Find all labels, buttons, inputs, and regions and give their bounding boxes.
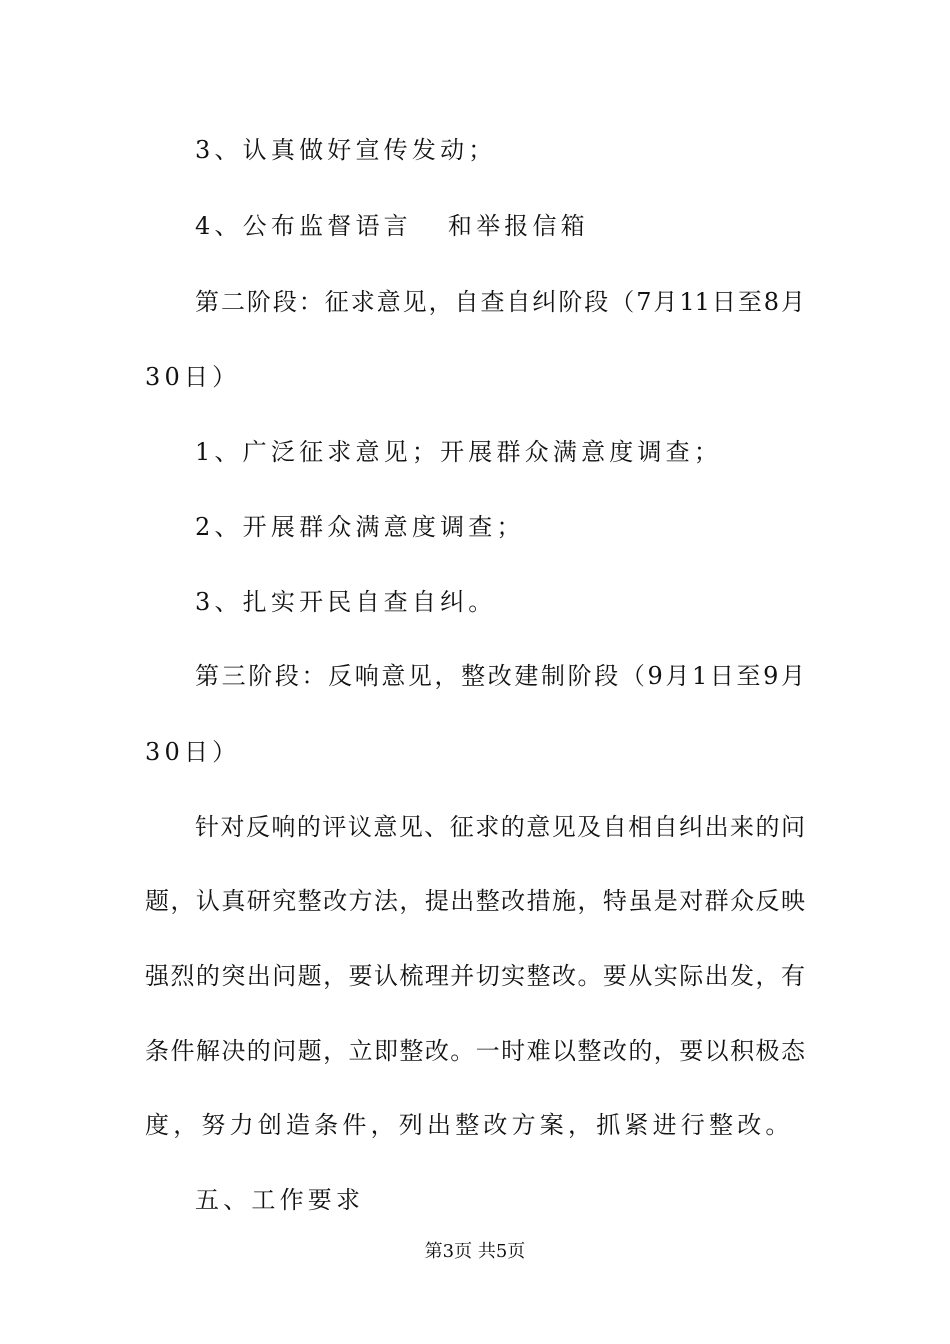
body-line-12: 强烈的突出问题，要认梳理并切实整改。要从实际出发，有 [145,962,805,990]
page-number-footer: 第3页 共5页 [424,1241,526,1262]
body-line-13: 条件解决的问题，立即整改。一时难以整改的，要以积极态 [145,1037,805,1065]
body-line-2-part-b: 和举报信箱 [447,212,589,240]
body-line-1: 3、认真做好宣传发动； [195,136,497,164]
body-line-11: 题，认真研究整改方法，提出整改措施，特虽是对群众反映 [145,887,805,915]
section-heading: 五、工作要求 [195,1186,365,1214]
body-line-8: 第三阶段：反响意见，整改建制阶段（9月1日至9月 [195,662,805,690]
body-line-4: 30日） [145,363,241,391]
body-line-2-part-a: 4、公布监督语言 [195,212,412,240]
body-line-6: 2、开展群众满意度调查； [195,513,525,541]
body-line-10: 针对反响的评议意见、征求的意见及自相自纠出来的问 [195,813,805,841]
body-line-9: 30日） [145,738,241,766]
body-line-2 [195,210,589,242]
body-line-7: 3、扎实开民自查自纠。 [195,588,497,616]
body-line-14: 度，努力创造条件，列出整改方案，抓紧进行整改。 [145,1111,794,1139]
body-line-5: 1、广泛征求意见；开展群众满意度调查； [195,438,723,466]
body-line-3: 第二阶段：征求意见，自查自纠阶段（7月11日至8月 [195,288,805,316]
